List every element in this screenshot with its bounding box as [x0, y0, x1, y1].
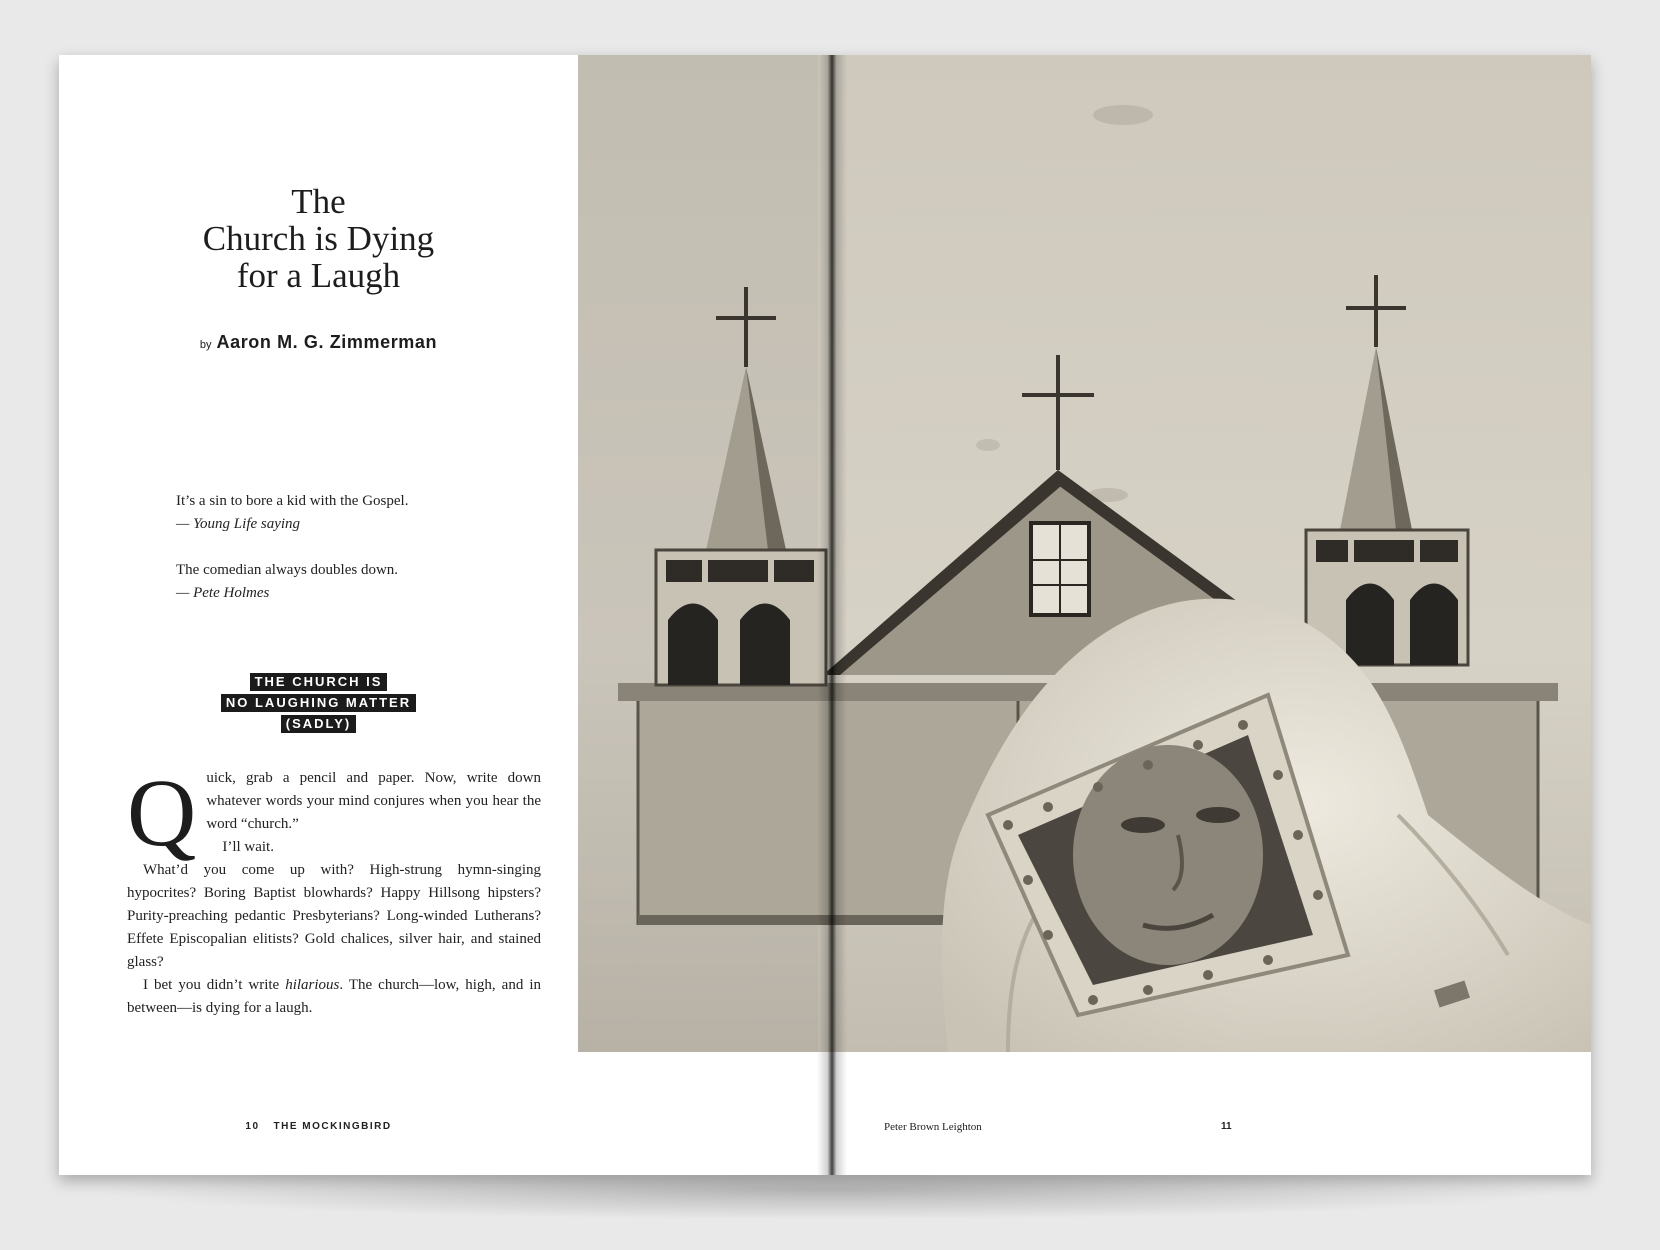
byline-prefix: by — [199, 339, 212, 351]
title-line: Church is Dying — [202, 219, 435, 258]
title-line: The — [291, 182, 346, 221]
page-gutter — [817, 55, 847, 1175]
photo-illustration — [578, 55, 1591, 1052]
author-name: Aaron M. G. Zimmerman — [216, 332, 438, 352]
left-footer — [59, 1121, 578, 1132]
emphasis-text: hilarious — [285, 977, 340, 993]
article-body — [127, 759, 541, 1020]
photo-credit: Peter Brown Leighton — [884, 1121, 982, 1133]
article-title — [59, 183, 578, 294]
section-label — [59, 673, 578, 736]
body-paragraph: What’d you come up with? High-strung hymn-singing hypocrites? Boring Baptist blowhards? Happy Hillsong hipsters? Purity-preaching pedantic Presbyterians? Long-winded Lutherans? Effete Episcopalian elitists? Gold chalices, silver hair, and stained glass? — [127, 862, 541, 970]
epigraph-quote: The comedian always doubles down. — [176, 562, 399, 578]
body-text-span: I bet you didn’t write — [143, 977, 286, 993]
epigraph-quote: It’s a sin to bore a kid with the Gospel. — [176, 493, 409, 509]
body-paragraph — [127, 974, 541, 1020]
section-label-line: NO LAUGHING MATTER — [221, 694, 416, 712]
section-label-line: THE CHURCH IS — [250, 673, 388, 691]
byline — [59, 332, 578, 353]
epigraph-attribution: — Pete Holmes — [176, 585, 270, 601]
page-number: 10 — [245, 1121, 260, 1132]
epigraph-attribution: — Young Life saying — [176, 516, 301, 532]
body-text-span: . The church—low, high, and in between—is dying for a laugh. — [127, 977, 541, 1016]
title-line: for a Laugh — [236, 256, 401, 295]
section-label-line: (SADLY) — [281, 715, 357, 733]
epigraph — [176, 559, 398, 605]
drop-cap: Q — [127, 759, 197, 866]
body-paragraph: uick, grab a pencil and paper. Now, write down whatever words your mind conjures when you hear the word “church.” — [206, 770, 541, 832]
church-photograph — [578, 55, 1591, 1052]
epigraph — [176, 490, 408, 536]
page-number: 11 — [1221, 1121, 1232, 1132]
magazine-spread — [59, 55, 1591, 1175]
publication-name: THE MOCKINGBIRD — [273, 1121, 392, 1132]
body-paragraph: I’ll wait. — [222, 839, 274, 855]
left-page — [59, 55, 578, 1175]
